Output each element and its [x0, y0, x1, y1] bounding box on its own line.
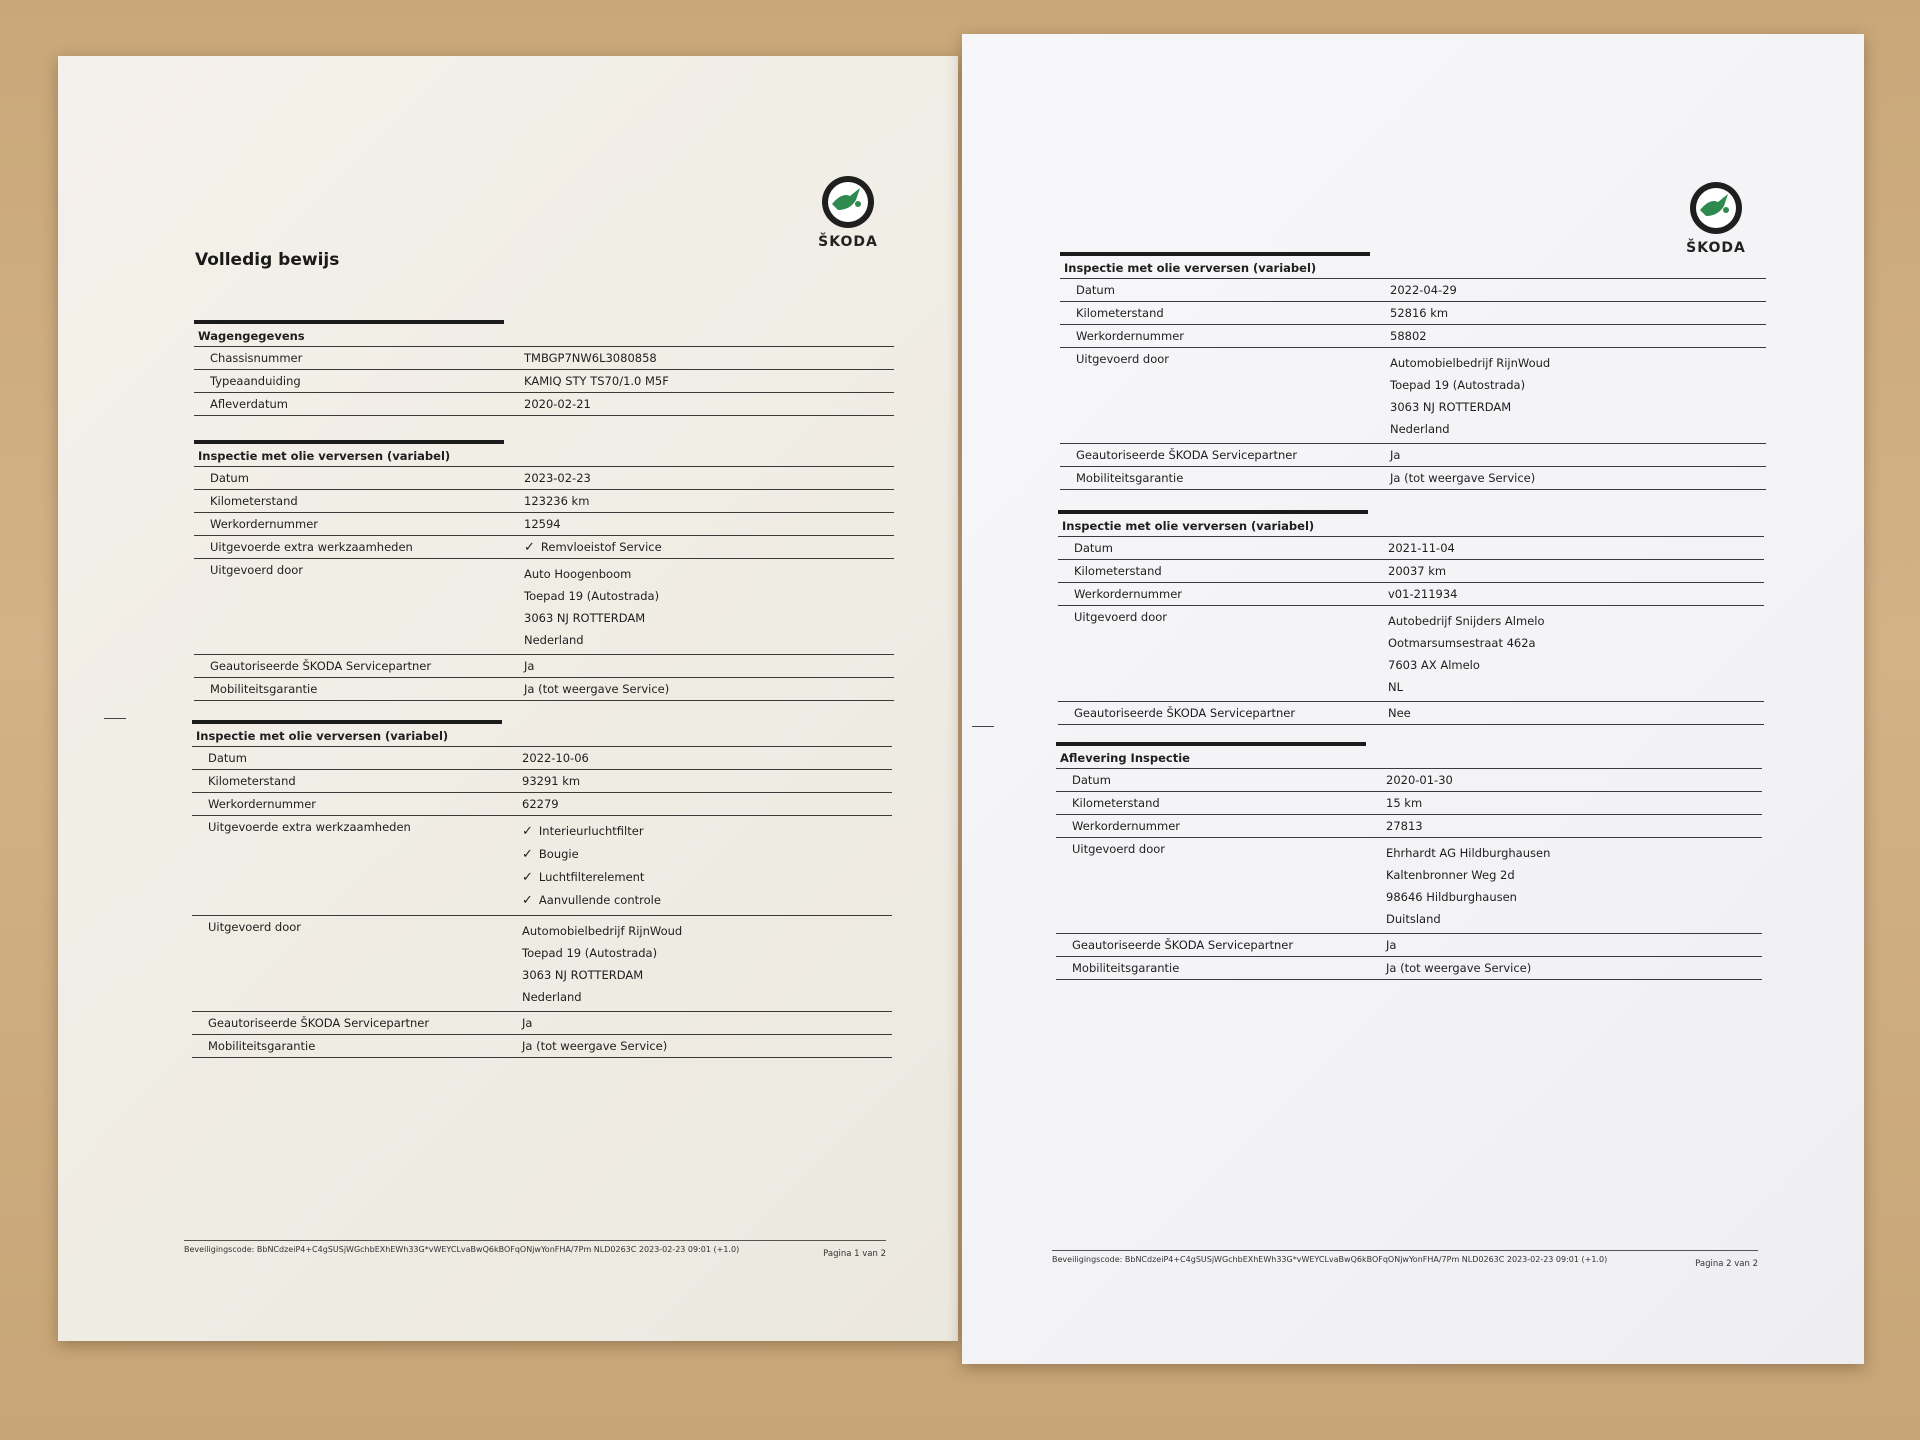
- row-value: Toepad 19 (Autostrada): [522, 946, 658, 960]
- row-value: Toepad 19 (Autostrada): [1390, 378, 1526, 392]
- row-value: 2020-01-30: [1386, 773, 1453, 787]
- table-row: [1060, 278, 1766, 301]
- row-value: Nee: [1388, 706, 1411, 720]
- row-label: Geautoriseerde ŠKODA Servicepartner: [1072, 938, 1294, 952]
- row-value: NL: [1388, 680, 1404, 694]
- row-label: Datum: [1076, 283, 1115, 297]
- row-value: 2022-04-29: [1390, 283, 1457, 297]
- table-row: [1060, 466, 1766, 490]
- section-rows: [194, 346, 894, 416]
- row-label: Typeaanduiding: [210, 374, 301, 388]
- row-label: Uitgevoerde extra werkzaamheden: [210, 540, 413, 554]
- fold-mark: [104, 718, 126, 719]
- row-label: Mobiliteitsgarantie: [208, 1039, 316, 1053]
- row-value: 7603 AX Almelo: [1388, 658, 1480, 672]
- left-page: [58, 56, 958, 1341]
- skoda-logo: [808, 174, 888, 250]
- skoda-logo: [1676, 180, 1756, 256]
- row-value: Ja: [522, 1016, 533, 1030]
- row-value: v01-211934: [1388, 587, 1458, 601]
- row-value: 3063 NJ ROTTERDAM: [1390, 400, 1512, 414]
- skoda-winged-arrow-icon: [1688, 180, 1744, 236]
- row-value: Automobielbedrijf RijnWoud: [1390, 356, 1551, 370]
- table-row: [194, 654, 894, 677]
- row-label: Geautoriseerde ŠKODA Servicepartner: [210, 659, 432, 673]
- table-row: [194, 392, 894, 416]
- row-value: Duitsland: [1386, 912, 1441, 926]
- row-value: Ja: [524, 659, 535, 673]
- row-value: Nederland: [522, 990, 582, 1004]
- row-value: 27813: [1386, 819, 1423, 833]
- row-value: Automobielbedrijf RijnWoud: [522, 924, 683, 938]
- table-row: [1056, 791, 1762, 814]
- row-label: Kilometerstand: [1074, 564, 1162, 578]
- checked-item: ✓ Remvloeistof Service: [524, 540, 894, 555]
- row-value: 3063 NJ ROTTERDAM: [524, 611, 646, 625]
- row-value: 2023-02-23: [524, 471, 591, 485]
- row-value: TMBGP7NW6L3080858: [524, 351, 657, 365]
- row-value: Ja: [1386, 938, 1397, 952]
- table-row: [1058, 605, 1764, 701]
- table-row: [1058, 701, 1764, 725]
- row-value: Kaltenbronner Weg 2d: [1386, 868, 1515, 882]
- table-row: [192, 915, 892, 1011]
- row-label: Uitgevoerd door: [1072, 842, 1165, 856]
- row-label: Mobiliteitsgarantie: [1072, 961, 1180, 975]
- row-value: 93291 km: [522, 774, 581, 788]
- row-label: Mobiliteitsgarantie: [1076, 471, 1184, 485]
- row-label: Chassisnummer: [210, 351, 303, 365]
- page-footer: [1052, 1250, 1758, 1269]
- table-row: [194, 369, 894, 392]
- row-label: Uitgevoerd door: [210, 563, 303, 577]
- row-value: 20037 km: [1388, 564, 1447, 578]
- row-label: Werkordernummer: [1072, 819, 1180, 833]
- row-label: Kilometerstand: [210, 494, 298, 508]
- table-row: [194, 535, 894, 558]
- table-row: [192, 746, 892, 769]
- row-label: Kilometerstand: [208, 774, 296, 788]
- brand-name: ŠKODA: [818, 234, 878, 250]
- row-value: KAMIQ STY TS70/1.0 M5F: [524, 374, 669, 388]
- row-value: 15 km: [1386, 796, 1423, 810]
- row-label: Geautoriseerde ŠKODA Servicepartner: [208, 1016, 430, 1030]
- security-code: Beveiligingscode: BbNCdzeiP4+C4gSUSjWGchbEXhEWh33G*vWEYCLvaBwQ6kBOFqONjwYonFHA/7Pm NLD0263C 2023-02-23 09:01 (+1.0): [1052, 1255, 1608, 1264]
- section-title: Aflevering Inspectie: [1060, 751, 1190, 765]
- table-row: [194, 466, 894, 489]
- table-row: [192, 815, 892, 915]
- table-row: [194, 346, 894, 369]
- page-footer: [184, 1240, 886, 1259]
- right-page: [962, 34, 1864, 1364]
- row-label: Afleverdatum: [210, 397, 288, 411]
- table-row: [192, 792, 892, 815]
- section-title: Inspectie met olie verversen (variabel): [1062, 519, 1315, 533]
- row-value: Nederland: [1390, 422, 1450, 436]
- row-value: Ja (tot weergave Service): [524, 682, 670, 696]
- section-inspectie-2022-04: [1060, 252, 1766, 490]
- row-label: Werkordernummer: [1076, 329, 1184, 343]
- page-number: Pagina 1 van 2: [823, 1249, 886, 1259]
- row-value: Toepad 19 (Autostrada): [524, 589, 660, 603]
- table-row: [1056, 933, 1762, 956]
- row-value: 52816 km: [1390, 306, 1449, 320]
- table-row: [1060, 324, 1766, 347]
- table-row: [1056, 814, 1762, 837]
- table-row: [194, 512, 894, 535]
- table-row: [1058, 536, 1764, 559]
- section-title: Inspectie met olie verversen (variabel): [1064, 261, 1317, 275]
- skoda-winged-arrow-icon: [820, 174, 876, 230]
- row-value: 12594: [524, 517, 561, 531]
- row-label: Werkordernummer: [208, 797, 316, 811]
- document-title: Volledig bewijs: [195, 250, 340, 270]
- row-value: Autobedrijf Snijders Almelo: [1388, 614, 1545, 628]
- table-row: [192, 1034, 892, 1058]
- row-label: Kilometerstand: [1072, 796, 1160, 810]
- row-label: Datum: [208, 751, 247, 765]
- row-label: Werkordernummer: [210, 517, 318, 531]
- row-value: 98646 Hildburghausen: [1386, 890, 1517, 904]
- section-title: Inspectie met olie verversen (variabel): [196, 729, 449, 743]
- row-value: 2020-02-21: [524, 397, 591, 411]
- checked-item: ✓ Luchtfilterelement: [522, 866, 892, 889]
- row-label: Datum: [210, 471, 249, 485]
- page-number: Pagina 2 van 2: [1695, 1259, 1758, 1269]
- row-label: Uitgevoerd door: [1076, 352, 1169, 366]
- row-label: Datum: [1072, 773, 1111, 787]
- row-value: 3063 NJ ROTTERDAM: [522, 968, 644, 982]
- section-title: Wagengegevens: [198, 329, 305, 343]
- row-value: Ja (tot weergave Service): [1386, 961, 1532, 975]
- table-row: [192, 769, 892, 792]
- row-label: Geautoriseerde ŠKODA Servicepartner: [1074, 706, 1296, 720]
- row-value: Ja (tot weergave Service): [1390, 471, 1536, 485]
- checked-item: ✓ Bougie: [522, 843, 892, 866]
- section-inspectie-2022: [192, 720, 892, 1058]
- row-label: Mobiliteitsgarantie: [210, 682, 318, 696]
- row-value: Auto Hoogenboom: [524, 567, 632, 581]
- table-row: [1056, 956, 1762, 980]
- table-row: [194, 489, 894, 512]
- row-value: 2021-11-04: [1388, 541, 1455, 555]
- section-inspectie-2023: [194, 440, 894, 701]
- brand-name: ŠKODA: [1686, 240, 1746, 256]
- table-row: [1058, 582, 1764, 605]
- table-row: [1058, 559, 1764, 582]
- row-label: Uitgevoerde extra werkzaamheden: [208, 820, 411, 834]
- row-value: 62279: [522, 797, 559, 811]
- table-row: [194, 558, 894, 654]
- row-value: 58802: [1390, 329, 1427, 343]
- row-value: Nederland: [524, 633, 584, 647]
- row-value: Ja (tot weergave Service): [522, 1039, 668, 1053]
- row-value: Ootmarsumsestraat 462a: [1388, 636, 1536, 650]
- section-wagengegevens: [194, 320, 894, 416]
- row-value: 2022-10-06: [522, 751, 589, 765]
- row-label: Geautoriseerde ŠKODA Servicepartner: [1076, 448, 1298, 462]
- fold-mark: [972, 726, 994, 727]
- table-row: [194, 677, 894, 701]
- row-value: 123236 km: [524, 494, 590, 508]
- security-code: Beveiligingscode: BbNCdzeiP4+C4gSUSjWGchbEXhEWh33G*vWEYCLvaBwQ6kBOFqONjwYonFHA/7Pm NLD0263C 2023-02-23 09:01 (+1.0): [184, 1245, 740, 1254]
- section-title: Inspectie met olie verversen (variabel): [198, 449, 451, 463]
- row-value: Ehrhardt AG Hildburghausen: [1386, 846, 1551, 860]
- section-inspectie-2021: [1058, 510, 1764, 725]
- row-label: Uitgevoerd door: [208, 920, 301, 934]
- row-label: Datum: [1074, 541, 1113, 555]
- checked-item: ✓ Aanvullende controle: [522, 889, 892, 912]
- row-label: Uitgevoerd door: [1074, 610, 1167, 624]
- row-label: Kilometerstand: [1076, 306, 1164, 320]
- table-row: [1060, 443, 1766, 466]
- section-aflevering-inspectie: [1056, 742, 1762, 980]
- checked-item: ✓ Interieurluchtfilter: [522, 820, 892, 843]
- row-value: Ja: [1390, 448, 1401, 462]
- table-row: [1056, 768, 1762, 791]
- table-row: [1060, 347, 1766, 443]
- row-label: Werkordernummer: [1074, 587, 1182, 601]
- table-row: [1060, 301, 1766, 324]
- table-row: [192, 1011, 892, 1034]
- table-row: [1056, 837, 1762, 933]
